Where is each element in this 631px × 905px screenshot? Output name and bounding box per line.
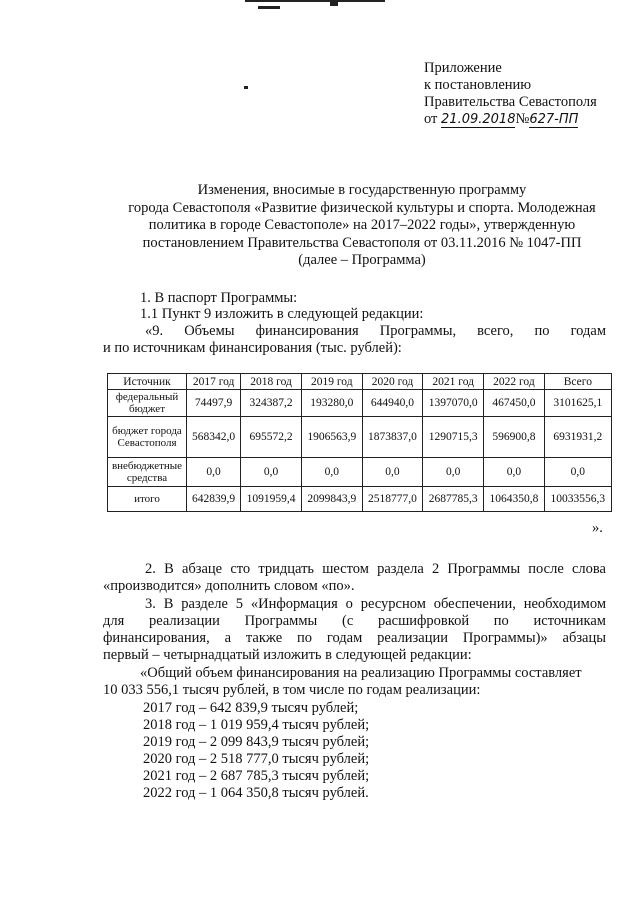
table-cell: 0,0 (187, 458, 241, 487)
column-header: 2022 год (484, 374, 545, 390)
quote-closing: ». (592, 520, 603, 536)
paragraph-quote: «9. Объемы финансирования Программы, всего, по годам (145, 323, 606, 339)
column-header: 2020 год (362, 374, 423, 390)
table-row (108, 487, 612, 512)
table-cell: 1906563,9 (301, 417, 362, 458)
scan-artifact (245, 0, 385, 2)
scan-artifact (258, 6, 280, 9)
number-prefix: № (515, 111, 530, 127)
paragraph-item1-1: 1.1 Пункт 9 изложить в следующей редакции: (140, 306, 424, 322)
paragraph-section3-cont: для реализации Программы (с расшифровкой по источникам (103, 613, 606, 629)
appendix-block (424, 60, 597, 128)
table-cell: 2687785,3 (423, 487, 484, 512)
handwritten-date: 21.09.2018 (441, 112, 516, 127)
table-cell: 568342,0 (187, 417, 241, 458)
table-cell: 0,0 (241, 458, 302, 487)
paragraph-section3-cont: первый – четырнадцатый изложить в следующей редакции: (103, 647, 472, 663)
scan-artifact (330, 2, 338, 6)
paragraph-item1: 1. В паспорт Программы: (140, 290, 298, 306)
column-header: 2017 год (187, 374, 241, 390)
row-source: внебюджетные средства (108, 458, 187, 487)
table-cell: 193280,0 (301, 390, 362, 417)
table-cell: 1091959,4 (241, 487, 302, 512)
row-source: федеральный бюджет (108, 390, 187, 417)
table-cell: 644940,0 (362, 390, 423, 417)
column-header: Источник (108, 374, 187, 390)
table-cell: 2518777,0 (362, 487, 423, 512)
table-row (108, 417, 612, 458)
year-line: 2017 год – 642 839,9 тысяч рублей; (143, 700, 359, 716)
column-header: Всего (544, 374, 611, 390)
table-cell: 324387,2 (241, 390, 302, 417)
table-cell: 467450,0 (484, 390, 545, 417)
table-cell: 1873837,0 (362, 417, 423, 458)
table-cell: 0,0 (362, 458, 423, 487)
table-cell: 3101625,1 (544, 390, 611, 417)
appendix-line: Правительства Севастополя (424, 94, 597, 110)
table-cell: 0,0 (301, 458, 362, 487)
table-cell: 0,0 (484, 458, 545, 487)
row-source: бюджет города Севастополя (108, 417, 187, 458)
paragraph-total-cont: 10 033 556,1 тысяч рублей, в том числе по годам реализации: (103, 682, 481, 698)
table-cell: 642839,9 (187, 487, 241, 512)
table-row (108, 390, 612, 417)
year-line: 2021 год – 2 687 785,3 тысяч рублей; (143, 768, 370, 784)
table-cell: 1290715,3 (423, 417, 484, 458)
year-line: 2018 год – 1 019 959,4 тысяч рублей; (143, 717, 370, 733)
table-cell: 2099843,9 (301, 487, 362, 512)
appendix-line: Приложение (424, 60, 502, 76)
year-line: 2022 год – 1 064 350,8 тысяч рублей. (143, 785, 369, 801)
paragraph-section3: 3. В разделе 5 «Информация о ресурсном обеспечении, необходимом (145, 596, 606, 612)
year-line: 2019 год – 2 099 843,9 тысяч рублей; (143, 734, 370, 750)
handwritten-number: 627-ПП (529, 112, 579, 127)
table-cell: 10033556,3 (544, 487, 611, 512)
financing-table (107, 373, 612, 512)
paragraph-quote-cont: и по источникам финансирования (тыс. рублей): (103, 340, 402, 356)
appendix-line: к постановлению (424, 77, 532, 93)
title-line: политика в городе Севастополе» на 2017–2022 годы», утвержденную (148, 217, 576, 233)
table-row (108, 458, 612, 487)
paragraph-section3-cont: финансирования, а также по годам реализации Программы)» абзацы (103, 630, 606, 646)
appendix-date-line (424, 111, 597, 128)
paragraph-section2-cont: «производится» дополнить словом «по». (103, 578, 355, 594)
column-header: 2021 год (423, 374, 484, 390)
table-header-row (108, 374, 612, 390)
table-cell: 0,0 (423, 458, 484, 487)
paragraph-total: «Общий объем финансирования на реализацию Программы составляет (140, 665, 582, 681)
title-line: Изменения, вносимые в государственную программу (197, 182, 527, 198)
row-source: итого (108, 487, 187, 512)
table-cell: 6931931,2 (544, 417, 611, 458)
table-cell: 0,0 (544, 458, 611, 487)
column-header: 2018 год (241, 374, 302, 390)
table-cell: 74497,9 (187, 390, 241, 417)
paragraph-section2: 2. В абзаце сто тридцать шестом раздела 2 Программы после слова (145, 561, 606, 577)
title-line: (далее – Программа) (298, 252, 426, 268)
column-header: 2019 год (301, 374, 362, 390)
table-cell: 596900,8 (484, 417, 545, 458)
date-prefix: от (424, 111, 438, 127)
table-cell: 695572,2 (241, 417, 302, 458)
table-cell: 1064350,8 (484, 487, 545, 512)
table-cell: 1397070,0 (423, 390, 484, 417)
document-title (92, 182, 631, 270)
scan-artifact (244, 86, 248, 89)
title-line: города Севастополя «Развитие физической культуры и спорта. Молодежная (128, 199, 596, 216)
year-line: 2020 год – 2 518 777,0 тысяч рублей; (143, 751, 370, 767)
title-line: постановлением Правительства Севастополя от 03.11.2016 № 1047-ПП (142, 234, 582, 251)
